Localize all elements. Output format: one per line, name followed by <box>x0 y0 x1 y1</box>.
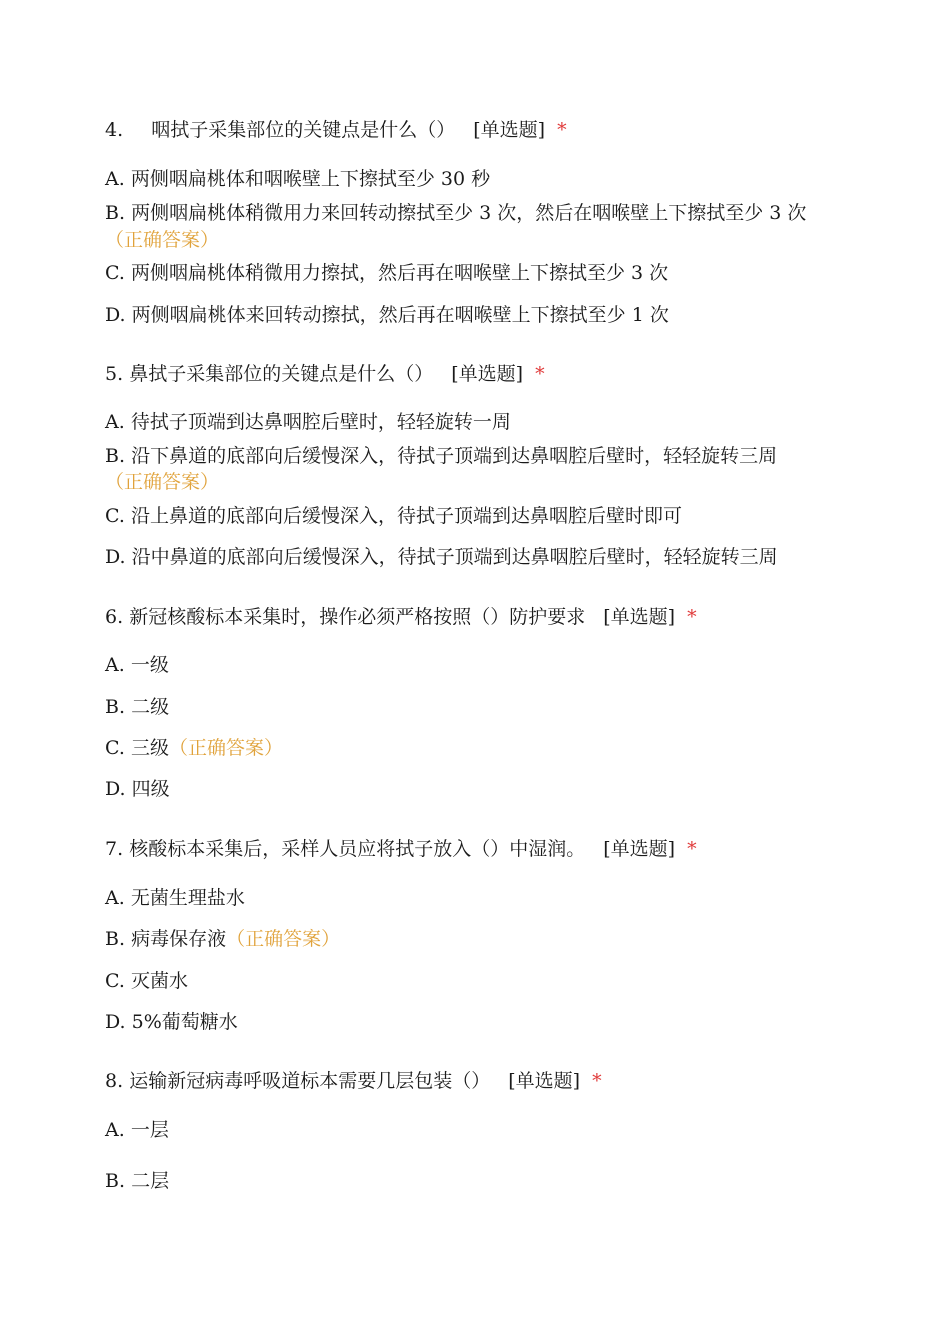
question-6-title <box>105 604 697 630</box>
option-4c <box>105 260 668 286</box>
option-6c <box>105 735 283 761</box>
option-letter: D. <box>105 546 126 568</box>
option-text: 沿上鼻道的底部向后缓慢深入，待拭子顶端到达鼻咽腔后壁时即可 <box>130 505 682 527</box>
question-text: 运输新冠病毒呼吸道标本需要几层包装（） <box>129 1070 491 1092</box>
option-4b <box>105 200 806 226</box>
option-letter: A. <box>105 1119 125 1141</box>
option-text: 沿中鼻道的底部向后缓慢深入，待拭子顶端到达鼻咽腔后壁时，轻轻旋转三周 <box>131 546 778 568</box>
question-type-tag: [单选题] <box>473 119 546 141</box>
option-5b <box>105 443 777 469</box>
option-6b <box>105 694 169 720</box>
option-letter: D. <box>105 304 126 326</box>
question-8-title <box>105 1068 602 1094</box>
option-letter: C. <box>105 505 125 527</box>
question-type-tag: [单选题] <box>603 606 676 628</box>
option-5a <box>105 409 511 435</box>
required-marker: * <box>687 838 697 860</box>
option-text: 一层 <box>130 1119 169 1141</box>
option-5d <box>105 544 778 570</box>
option-letter: B. <box>105 928 126 950</box>
option-text: 二级 <box>131 696 170 718</box>
question-5-title <box>105 361 545 387</box>
option-letter: D. <box>105 778 126 800</box>
option-text: 病毒保存液 <box>131 928 227 950</box>
option-text: 三级 <box>130 737 169 759</box>
question-number: 4. <box>105 119 124 141</box>
option-text: 两侧咽扁桃体和咽喉壁上下擦拭至少 30 秒 <box>130 168 491 190</box>
question-text: 核酸标本采集后，采样人员应将拭子放入（）中湿润。 <box>129 838 586 860</box>
option-letter: A. <box>105 411 125 433</box>
option-7b <box>105 926 340 952</box>
question-text: 新冠核酸标本采集时，操作必须严格按照（）防护要求 <box>129 606 586 628</box>
option-5b-answer-line <box>105 469 219 495</box>
option-text: 待拭子顶端到达鼻咽腔后壁时，轻轻旋转一周 <box>130 411 511 433</box>
option-7c <box>105 968 188 994</box>
option-text: 两侧咽扁桃体稍微用力来回转动擦拭至少 3 次，然后在咽喉壁上下擦拭至少 3 次 <box>131 202 807 224</box>
required-marker: * <box>687 606 697 628</box>
option-letter: C. <box>105 970 125 992</box>
option-letter: A. <box>105 654 125 676</box>
option-text: 四级 <box>131 778 170 800</box>
required-marker: * <box>535 363 545 385</box>
option-letter: B. <box>105 1170 126 1192</box>
option-text: 两侧咽扁桃体稍微用力擦拭，然后再在咽喉壁上下擦拭至少 3 次 <box>130 262 669 284</box>
required-marker: * <box>557 119 567 141</box>
question-text: 鼻拭子采集部位的关键点是什么（） <box>129 363 434 385</box>
option-text: 两侧咽扁桃体来回转动擦拭，然后再在咽喉壁上下擦拭至少 1 次 <box>131 304 669 326</box>
option-4b-answer-line <box>105 227 219 253</box>
option-8a <box>105 1117 169 1143</box>
option-text: 一级 <box>130 654 169 676</box>
question-type-tag: [单选题] <box>451 363 524 385</box>
question-text: 咽拭子采集部位的关键点是什么（） <box>151 119 456 141</box>
option-letter: A. <box>105 887 125 909</box>
option-7a <box>105 885 245 911</box>
option-5c <box>105 503 682 529</box>
correct-answer-mark: （正确答案） <box>105 471 220 493</box>
correct-answer-mark: （正确答案） <box>226 928 341 950</box>
option-6a <box>105 652 169 678</box>
option-4d <box>105 302 669 328</box>
option-letter: C. <box>105 262 125 284</box>
option-text: 5%葡萄糖水 <box>131 1011 238 1033</box>
required-marker: * <box>592 1070 602 1092</box>
option-8b <box>105 1168 169 1194</box>
option-letter: C. <box>105 737 125 759</box>
option-letter: B. <box>105 445 126 467</box>
option-7d <box>105 1009 238 1035</box>
question-type-tag: [单选题] <box>508 1070 581 1092</box>
question-number: 8. <box>105 1070 124 1092</box>
option-6d <box>105 776 170 802</box>
option-letter: A. <box>105 168 125 190</box>
option-4a <box>105 166 490 192</box>
correct-answer-mark: （正确答案） <box>168 737 283 759</box>
option-letter: D. <box>105 1011 126 1033</box>
option-text: 无菌生理盐水 <box>130 887 245 909</box>
question-number: 5. <box>105 363 124 385</box>
question-4-title <box>105 117 567 143</box>
option-text: 沿下鼻道的底部向后缓慢深入，待拭子顶端到达鼻咽腔后壁时，轻轻旋转三周 <box>131 445 778 467</box>
question-7-title <box>105 836 697 862</box>
option-text: 灭菌水 <box>130 970 188 992</box>
option-letter: B. <box>105 202 126 224</box>
question-type-tag: [单选题] <box>603 838 676 860</box>
question-number: 7. <box>105 838 124 860</box>
option-text: 二层 <box>131 1170 170 1192</box>
option-letter: B. <box>105 696 126 718</box>
correct-answer-mark: （正确答案） <box>105 229 220 251</box>
question-number: 6. <box>105 606 124 628</box>
